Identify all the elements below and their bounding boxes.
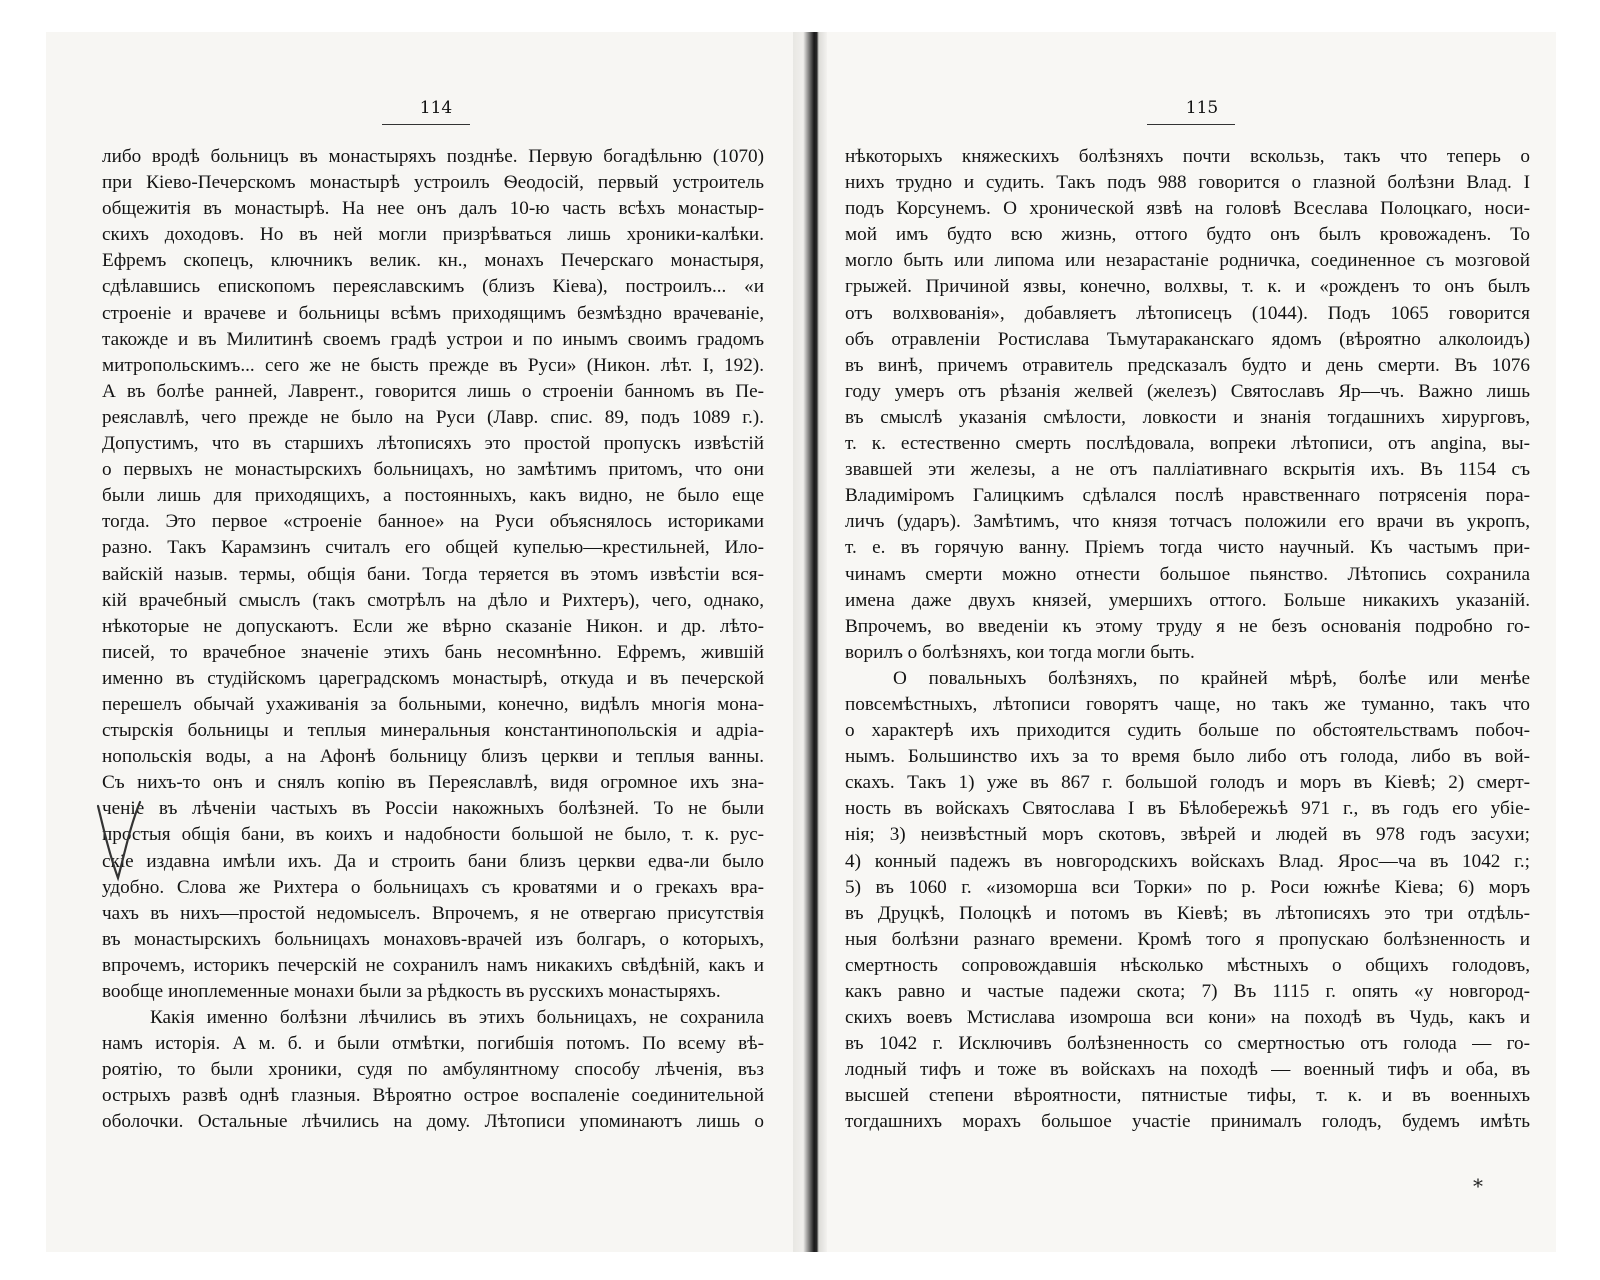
text-line: писей, то врачебное значеніе этихъ бань несомнѣнно. Ефремъ, жившій <box>102 641 764 663</box>
text-line: т. е. въ горячую ванну. Пріемъ тогда чисто научный. Къ частымъ при- <box>845 537 1530 559</box>
text-line: разно. Такъ Карамзинъ считалъ его общей купелью—крестильней, Ило- <box>102 537 764 559</box>
text-line: ченіе въ лѣченіи частыхъ въ Россіи накожныхъ болѣзней. То не были <box>102 798 764 820</box>
text-line: простыя общія бани, въ коихъ и надобности большой не было, т. к. рус- <box>102 824 764 846</box>
left-page <box>46 32 793 1252</box>
text-line: тогда. Это первое «строеніе банное» на Руси объяснялось историками <box>102 511 764 533</box>
text-line: перешелъ обычай ухаживанія за больными, конечно, видѣлъ многія мона- <box>102 693 764 715</box>
text-line: о характерѣ ихъ приходится судить больше по обстоятельствамъ побоч- <box>845 720 1530 742</box>
text-line: нымъ. Большинство ихъ за то время было либо отъ голода, либо въ вой- <box>845 746 1530 768</box>
text-line: строеніе и врачеве и больницы всѣмъ приходящимъ безмѣздно врачеваніе, <box>102 302 764 324</box>
text-line: т. к. естественно смерть послѣдовала, вопреки лѣтописи, отъ angina, вы- <box>845 433 1530 455</box>
text-line: при Кіево-Печерскомъ монастырѣ устроилъ Ѳеодосій, первый устроитель <box>102 172 764 194</box>
text-line: тогдашнихъ морахъ большое участіе принималъ голодъ, будемъ имѣть <box>845 1111 1530 1133</box>
text-line: могло быть или липома или незарастаніе родничка, соединенное съ мозговой <box>845 250 1530 272</box>
text-line: 4) конный падежъ въ новгородскихъ войскахъ Влад. Ярос—ча въ 1042 г.; <box>845 850 1530 872</box>
text-line: чахъ въ нихъ—простой недомыселъ. Впрочемъ, я не отвергаю присутствія <box>102 902 764 924</box>
handwritten-check-mark <box>90 796 150 886</box>
text-line: именно въ студійскомъ цареградскомъ монастырѣ, откуда и въ печерской <box>102 667 764 689</box>
text-line: о первыхъ не монастырскихъ больницахъ, но замѣтимъ притомъ, что они <box>102 459 764 481</box>
header-rule <box>1147 124 1235 125</box>
text-line: вообще иноплеменные монахи были за рѣдкость въ русскихъ монастыряхъ. <box>102 981 721 1002</box>
text-line: острыхъ развѣ однѣ глазныя. Вѣроятно острое воспаленіе соединительной <box>102 1085 764 1107</box>
text-line: скихъ доходовъ. Но въ ней могли призрѣваться лишь хроники-калѣки. <box>102 224 764 246</box>
text-line: удобно. Слова же Рихтера о больницахъ съ кроватями и о грекахъ вра- <box>102 876 764 898</box>
text-line: впрочемъ, историкъ печерскій не сохранилъ намъ никакихъ свѣдѣній, какъ и <box>102 954 764 976</box>
text-line: нопольскія воды, а на Афонѣ больницу близъ церкви и теплыя ванны. <box>102 746 764 768</box>
text-line: имена даже двухъ князей, умершихъ оттого. Больше никакихъ указаній. <box>845 589 1530 611</box>
text-line: объ отравленіи Ростислава Тьмутараканскаго ядомъ (вѣроятно алколоидъ) <box>845 328 1530 350</box>
text-line: грыжей. Причиной язвы, конечно, волхвы, т. к. и «рожденъ то онъ былъ <box>845 276 1530 298</box>
text-line: Впрочемъ, во введеніи къ этому труду я не безъ основанія подробно го- <box>845 615 1530 637</box>
text-line: Владиміромъ Галицкимъ сдѣлался послѣ нравственнаго потрясенія пора- <box>845 485 1530 507</box>
header-rule <box>382 124 470 125</box>
text-line: оболочки. Остальные лѣчились на дому. Лѣтописи упоминаютъ лишь о <box>102 1111 764 1133</box>
text-line: какъ равно и частые падежи скота; 7) Въ 1115 г. опять «у новгород- <box>845 981 1530 1002</box>
text-line: Съ нихъ-то онъ и снялъ копію въ Переяславлѣ, видя огромное ихъ зна- <box>102 772 764 794</box>
text-line: скихъ воевъ Мстислава изомроша вси кони» на походѣ въ Чудь, какъ и <box>845 1007 1530 1029</box>
page-number: 114 <box>419 98 453 118</box>
book-gutter <box>793 32 827 1252</box>
text-line: нія; 3) неизвѣстный моръ скотовъ, звѣрей и людей въ 978 годъ засухи; <box>845 824 1530 846</box>
text-line: отъ волхвованія», добавляетъ лѣтописецъ (1044). Подъ 1065 говорится <box>845 302 1530 324</box>
text-line: были лишь для приходящихъ, а постоянныхъ, какъ видно, не было еще <box>102 485 764 507</box>
text-line: сдѣлавшись епископомъ переяславскимъ (близъ Кіева), построилъ... «и <box>102 276 764 298</box>
text-line: общежитія въ монастырѣ. На нее онъ далъ 10-ю часть всѣхъ монастыр- <box>102 198 764 220</box>
footnote-mark: * <box>1473 1174 1483 1198</box>
text-line: звавшей эти железы, а не отъ паллiативнаго вскрытія ихъ. Въ 1154 съ <box>845 459 1530 481</box>
text-line: либо вродѣ больницъ въ монастыряхъ позднѣе. Первую богадѣльню (1070) <box>102 146 764 167</box>
text-line: кій врачебный смыслъ (такъ смотрѣлъ на дѣло и Рихтеръ), чего, однако, <box>102 589 764 611</box>
text-line: такожде и въ Милитинѣ своемъ градѣ устрои и по инымъ своимъ градомъ <box>102 328 764 350</box>
text-line: О повальныхъ болѣзняхъ, по крайней мѣрѣ, болѣе или менѣе <box>893 667 1530 689</box>
text-line: подъ Корсунемъ. О хронической язвѣ на головѣ Всеслава Полоцкаго, носи- <box>845 198 1530 220</box>
right-page-text <box>845 144 1530 1136</box>
right-page <box>827 32 1556 1252</box>
left-page-text <box>102 144 764 1136</box>
text-line: митропольскимъ... сего же не бысть прежде въ Руси» (Никон. лѣт. I, 192). <box>102 354 764 376</box>
text-line: въ смыслѣ указанія смѣлости, ловкости и знанія тогдашнихъ хирурговъ, <box>845 406 1530 428</box>
page-number: 115 <box>1185 98 1219 118</box>
text-line: Ефремъ скопецъ, ключникъ велик. кн., монахъ Печерскаго монастыря, <box>102 250 764 272</box>
text-line: реяславлѣ, чего прежде не было на Руси (Лавр. спис. 89, подъ 1089 г.). <box>102 406 764 428</box>
text-line: роятію, то были хроники, судя по амбулянтному способу лѣченія, въз <box>102 1059 764 1081</box>
text-line: въ винѣ, причемъ отравитель предсказалъ будто и день смерти. Въ 1076 <box>845 354 1530 376</box>
text-line: Какія именно болѣзни лѣчились въ этихъ больницахъ, не сохранила <box>150 1007 764 1029</box>
text-line: стырскія больницы и теплыя минеральныя константинопольскія и адріа- <box>102 720 764 742</box>
text-line: А въ болѣе ранней, Лаврент., говорится лишь о строеніи банномъ въ Пе- <box>102 380 764 402</box>
text-line: нѣкоторые не допускаютъ. Если же вѣрно сказаніе Никон. и др. лѣто- <box>102 615 764 637</box>
text-line: Допустимъ, что въ старшихъ лѣтописяхъ это простой пропускъ извѣстій <box>102 433 764 455</box>
text-line: намъ исторія. А м. б. и были отмѣтки, погибшія потомъ. По всему вѣ- <box>102 1033 764 1055</box>
text-line: ность въ войскахъ Святослава I въ Бѣлобережьѣ 971 г., въ годъ его убіе- <box>845 798 1530 820</box>
text-line: нихъ трудно и судить. Такъ подъ 988 говорится о глазной болѣзни Влад. I <box>845 172 1530 194</box>
text-line: въ 1042 г. Исключивъ болѣзненность со смертностью отъ голода — го- <box>845 1033 1530 1055</box>
text-line: нѣкоторыхъ княжескихъ болѣзняхъ почти вскользь, такъ что теперь о <box>845 146 1530 167</box>
text-line: вайскій назыв. термы, общія бани. Тогда теряется въ этомъ извѣстіи вся- <box>102 563 764 585</box>
text-line: высшей степени вѣроятности, пятнистые тифы, т. к. и въ военныхъ <box>845 1085 1530 1107</box>
text-line: повсемѣстныхъ, лѣтописи говорятъ чаще, но такъ же туманно, такъ что <box>845 693 1530 715</box>
text-line: 5) въ 1060 г. «изоморша вси Торки» по р. Роси южнѣе Кіева; 6) моръ <box>845 876 1530 898</box>
text-line: скахъ. Такъ 1) уже въ 867 г. большой голодъ и моръ въ Кіевѣ; 2) смерт- <box>845 772 1530 794</box>
text-line: смертность сопровождавшія нѣсколько мѣстныхъ о общихъ голодовъ, <box>845 954 1530 976</box>
text-line: году умеръ отъ рѣзанія желвей (железъ) Святославъ Яр—чъ. Важно лишь <box>845 380 1530 402</box>
text-line: ныя болѣзни разнаго времени. Кромѣ того я пропускаю болѣзненность и <box>845 928 1530 950</box>
text-line: мой имъ будто всю жизнь, оттого будто онъ былъ кровожаденъ. То <box>845 224 1530 246</box>
text-line: ворилъ о болѣзняхъ, кои тогда могли быть. <box>845 641 1195 663</box>
text-line: скіе издавна имѣли ихъ. Да и строить бани близъ церкви едва-ли было <box>102 850 764 872</box>
text-line: чинамъ смерти можно отнести большое пьянство. Лѣтопись сохранила <box>845 563 1530 585</box>
book-scan <box>46 32 1556 1252</box>
text-line: лодный тифъ и тоже въ войскахъ на походѣ — военный тифъ и оба, въ <box>845 1059 1530 1081</box>
text-line: личъ (ударъ). Замѣтимъ, что князя тотчасъ положили его врачи въ укропъ, <box>845 511 1530 533</box>
text-line: въ монастырскихъ больницахъ монаховъ-врачей изъ болгаръ, о которыхъ, <box>102 928 764 950</box>
text-line: въ Друцкѣ, Полоцкѣ и потомъ въ Кіевѣ; въ лѣтописяхъ это три отдѣль- <box>845 902 1530 924</box>
